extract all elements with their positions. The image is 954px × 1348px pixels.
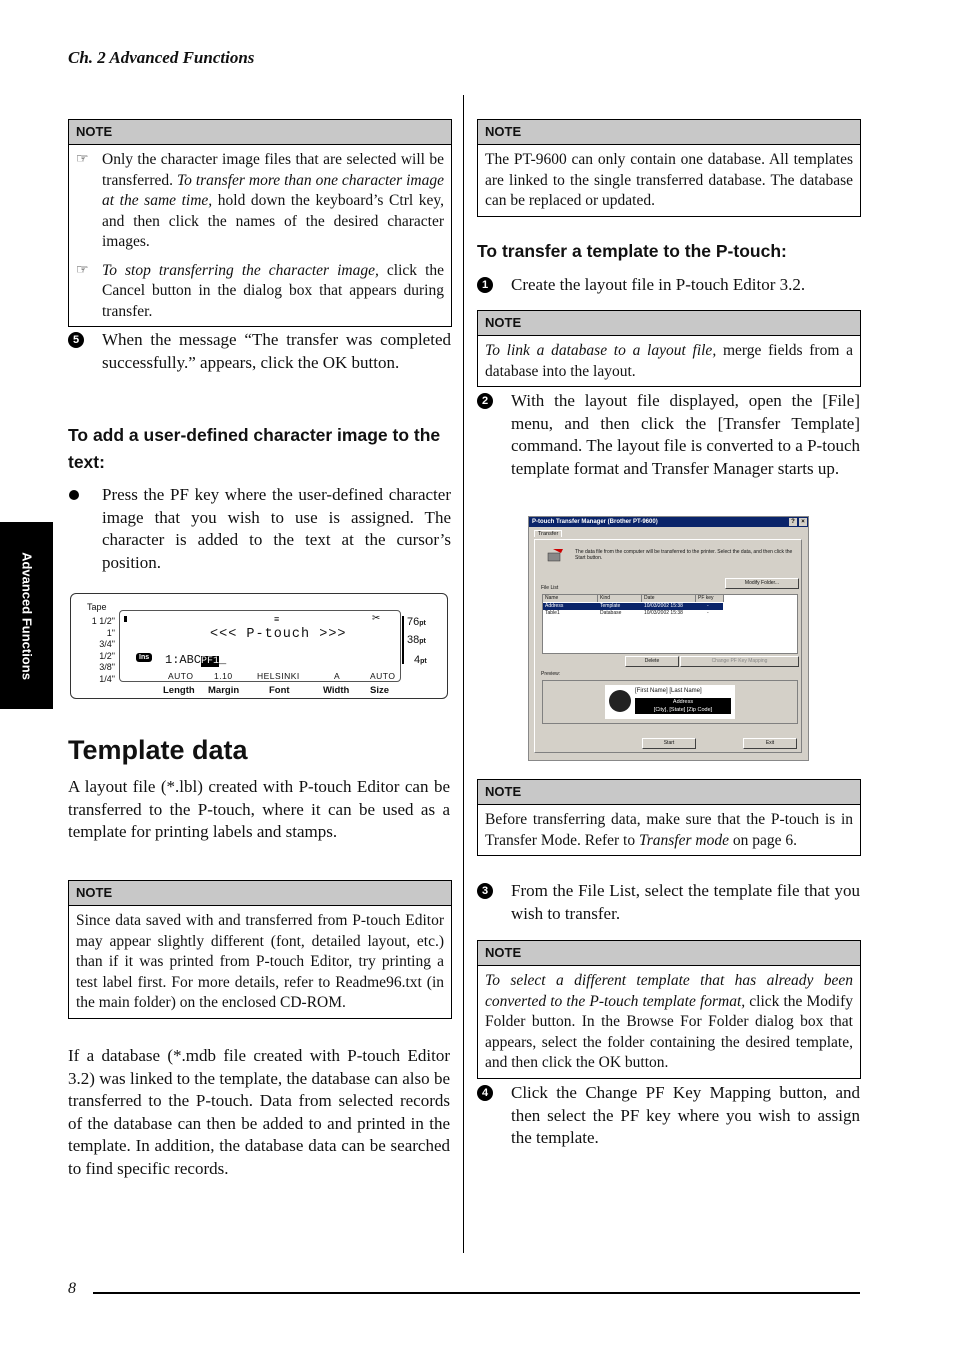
note-text: on page 6.: [732, 831, 797, 849]
lcd-label-size: Size: [370, 685, 390, 696]
step-text: From the File List, select the template file that you wish to transfer.: [511, 881, 860, 923]
note-emphasis: To link a database to a layout file,: [485, 342, 717, 359]
modify-folder-button[interactable]: Modify Folder...: [725, 578, 799, 589]
lcd-value-font: HELSINKI: [257, 671, 300, 681]
exit-button[interactable]: Exit: [743, 738, 797, 749]
note-emphasis: Transfer mode: [638, 831, 729, 849]
step-number: 1: [477, 277, 493, 293]
lcd-value-margin: 1.10: [214, 671, 233, 681]
column-header[interactable]: Date: [642, 595, 696, 602]
note-heading: NOTE: [69, 881, 451, 906]
pt-size: 76pt: [407, 616, 426, 628]
intro-paragraph: A layout file (*.lbl) created with P-touch Editor can be transferred to the P-touch, where it can be used as a template for printing labels and stamps.: [68, 777, 450, 841]
lcd-value-width: A: [334, 671, 341, 681]
subheading-transfer-template: To transfer a template to the P-touch:: [477, 241, 787, 261]
column-divider: [463, 95, 464, 1253]
subheading-user-defined: To add a user-defined character image to the text:: [68, 425, 441, 472]
step-number: 5: [68, 332, 84, 348]
delete-button[interactable]: Delete: [625, 656, 679, 667]
note-text: Since data saved with and transferred from P-touch Editor may appear slightly different (font, detailed layout, etc.) than if it was printed from P-touch Editor, try printing a test label first. For more details, refer to Readme96.txt (in the main folder) on the enclosed CD-ROM.: [76, 912, 444, 1011]
transfer-panel: [534, 539, 802, 753]
mascot-logo-icon: [609, 690, 631, 712]
transfer-icon: [547, 547, 565, 563]
change-pf-key-mapping-button[interactable]: Change PF Key Mapping: [680, 656, 799, 667]
window-title: P-touch Transfer Manager (Brother PT-9600): [532, 519, 658, 525]
note-heading: NOTE: [478, 120, 860, 145]
step-5: [68, 329, 451, 374]
step-2: [477, 390, 860, 480]
close-button[interactable]: ×: [799, 518, 807, 526]
lcd-label-margin: Margin: [208, 685, 240, 696]
preview-address-block: [635, 698, 731, 714]
step-number: 2: [477, 393, 493, 409]
preview-label: Preview:: [541, 671, 561, 677]
table-row[interactable]: Address Template 10/03/2002 15:38 -: [543, 603, 723, 610]
lcd-label-font: Font: [269, 685, 290, 696]
column-header[interactable]: PF key: [696, 595, 724, 602]
note-heading: NOTE: [69, 120, 451, 145]
tape-size: 3/4": [99, 639, 115, 649]
ins-badge: Ins: [136, 653, 152, 662]
note-emphasis: To stop transferring the character image,: [102, 261, 379, 279]
note-emphasis: To select a different template that has already been converted to the P-touch template format,: [485, 972, 853, 1010]
note-text: The PT-9600 can only contain one database. All templates are linked to the single transferred database. The database can be replaced or updated.: [485, 151, 853, 209]
section-title: Template data: [68, 735, 248, 765]
database-paragraph: If a database (*.mdb file created with P-touch Editor 3.2) was linked to the template, the database can also be transferred to the P-touch. Data from selected records of the database can then be added to and printed in the template. In addition, the database data can be searched to find specific records.: [68, 1046, 450, 1178]
tape-label: Tape: [87, 602, 107, 612]
step-number: 3: [477, 883, 493, 899]
pt-size: 4pt: [414, 654, 427, 666]
bullet-item: [68, 484, 451, 574]
tape-size-list: [81, 616, 115, 685]
note-heading: NOTE: [478, 941, 860, 966]
lcd-main-text: <<< P-touch >>>: [210, 627, 347, 642]
tape-size: 3/8": [99, 662, 115, 672]
start-button[interactable]: Start: [642, 738, 696, 749]
pointing-hand-icon: ☞: [76, 152, 89, 167]
note-text: click the Modify Folder button. In the Browse For Folder dialog box that appears, select the folder containing the desired template, and then click the OK button.: [485, 992, 853, 1071]
transfer-message: The data file from the computer will be transferred to the printer. Select the data, and then click the Start button.: [575, 549, 793, 561]
pf-character: PF1: [201, 656, 220, 667]
tab-transfer[interactable]: Transfer: [534, 530, 562, 537]
scissors-icon: ✂: [372, 613, 381, 624]
note-text: click the Cancel button in the dialog box that appears during transfer.: [102, 261, 445, 320]
note-item: [76, 150, 444, 253]
step-number: 4: [477, 1085, 493, 1101]
side-tab-label: Advanced Functions: [19, 551, 34, 680]
label-preview: [605, 685, 735, 719]
step-text: Create the layout file in P-touch Editor 3.2.: [511, 275, 806, 294]
note-modify-folder: [477, 940, 861, 1079]
lines-icon: ≡: [274, 614, 280, 624]
step-text: With the layout file displayed, open the [File] menu, and then click the [Transfer Template] command. The layout file is converted to a P-touch template format and Transfer Manager starts up.: [511, 391, 860, 478]
chapter-header: Ch. 2 Advanced Functions: [68, 48, 255, 67]
transfer-manager-window: [528, 516, 809, 761]
note-emphasis: To transfer more than one character image at the same time,: [102, 171, 444, 209]
side-tab: [0, 522, 53, 709]
help-button[interactable]: ?: [789, 518, 797, 526]
preview-pane: [542, 680, 798, 724]
note-test-print: [68, 880, 452, 1019]
bullet-icon: [69, 490, 79, 500]
lcd-display-figure: [70, 593, 448, 699]
cursor-marker-icon: [124, 616, 127, 622]
tape-size: 1": [106, 627, 115, 638]
tape-size: 1/4": [99, 673, 115, 684]
note-text: Only the character image files that are selected will be transferred.: [102, 151, 444, 189]
preview-text: [First Name] [Last Name]: [635, 688, 702, 694]
window-titlebar: [529, 517, 808, 527]
step-text: Click the Change PF Key Mapping button, and then select the PF key where you wish to assign the template.: [511, 1083, 860, 1147]
step-text: When the message “The transfer was completed successfully.” appears, click the OK button.: [102, 330, 451, 372]
page-number: 8: [68, 1280, 76, 1297]
note-text: hold down the keyboard’s Ctrl key, and then click the names of the desired character images.: [102, 192, 444, 250]
lcd-label-width: Width: [323, 685, 350, 696]
note-text: Before transferring data, make sure that the P-touch is in Transfer Mode. Refer to: [485, 811, 853, 849]
preview-text: Address: [672, 699, 694, 705]
note-item: [76, 261, 444, 323]
lcd-value-size: AUTO: [370, 671, 396, 681]
column-header[interactable]: Name: [543, 595, 598, 602]
bullet-text: Press the PF key where the user-defined character image that you wish to use is assigned. The character is added to the text at the cursor’s position.: [102, 485, 451, 572]
column-header[interactable]: Kind: [598, 595, 642, 602]
lcd-screen: [119, 610, 401, 682]
file-list[interactable]: [542, 594, 798, 654]
tape-size: 1/2": [99, 650, 115, 661]
pt-size: 38pt: [407, 634, 426, 646]
lcd-cursor: _: [219, 653, 227, 667]
pointing-hand-icon: ☞: [76, 262, 89, 278]
file-list-label: File List: [541, 585, 559, 591]
note-heading: NOTE: [478, 780, 860, 805]
table-row[interactable]: Table1 Database 10/03/2002 15:38 -: [545, 610, 709, 616]
preview-text: [City], [State] [Zip Code]: [653, 707, 713, 713]
note-character-transfer: [68, 119, 452, 327]
note-link-database: [477, 310, 861, 387]
size-scale-bar: [402, 616, 404, 664]
lcd-label-length: Length: [163, 685, 195, 696]
note-transfer-mode: [477, 779, 861, 856]
lcd-value-length: AUTO: [168, 671, 194, 681]
step-4: [477, 1082, 860, 1150]
note-heading: NOTE: [478, 311, 860, 336]
lcd-text-line: [165, 653, 226, 667]
footer-rule: [93, 1292, 860, 1294]
tape-size: 1 1/2": [91, 616, 115, 626]
note-text: merge fields from a database into the layout.: [485, 342, 853, 380]
note-database: [477, 119, 861, 217]
step-3: [477, 880, 860, 925]
step-1: [477, 274, 860, 297]
lcd-text: 1:ABC: [165, 653, 202, 667]
